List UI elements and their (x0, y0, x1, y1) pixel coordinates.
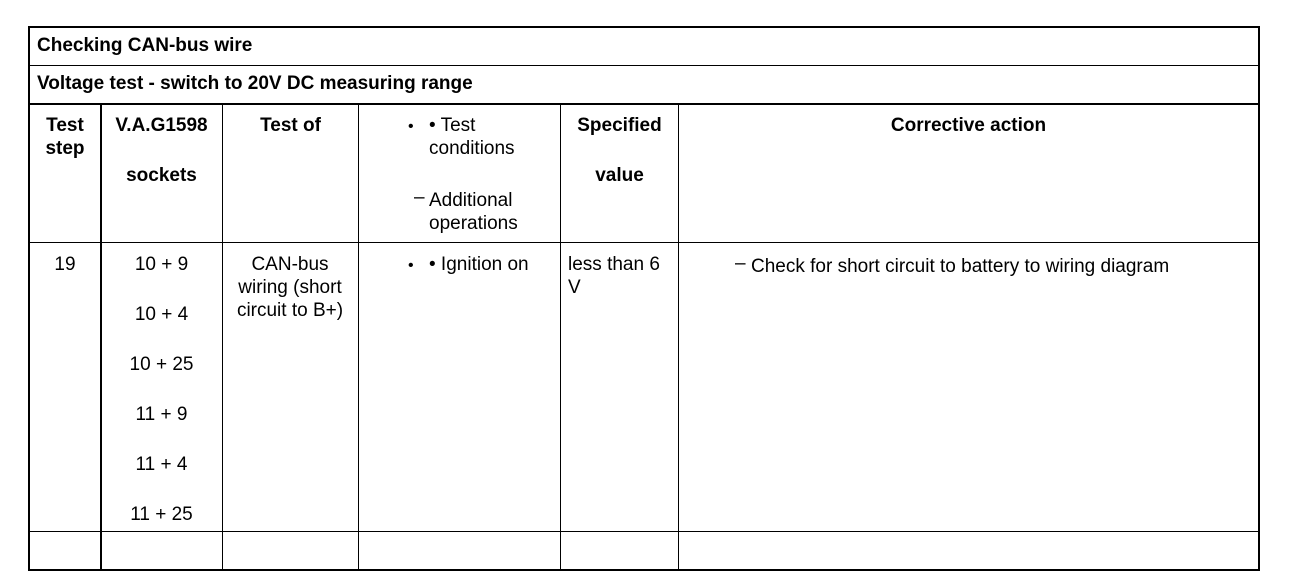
socket-pair: 11 + 4 (135, 454, 188, 475)
header-test-step-line1: Test (46, 115, 84, 136)
col-divider-3 (358, 105, 359, 569)
header-test-step-line2: step (45, 138, 85, 159)
header-specified (561, 114, 678, 187)
header-conditions: • Test conditions (429, 115, 515, 159)
checking-table (28, 26, 1260, 571)
header-operations-dash: – (414, 187, 425, 208)
row-condition: • Ignition on (429, 254, 529, 275)
col-divider-5 (678, 105, 679, 569)
header-specified-line2: value (595, 165, 644, 186)
header-operations: Additional operations (429, 190, 518, 234)
header-test-of: Test of (260, 115, 321, 136)
header-row-divider (30, 242, 1258, 243)
row-corrective-dash: – (735, 253, 746, 274)
row-condition-bullet: • (408, 257, 414, 274)
row-test-of: CAN-bus wiring (short circuit to B+) (236, 254, 344, 321)
col-divider-2 (222, 105, 223, 569)
header-test-step (30, 114, 100, 160)
row-specified: less than 6 V (568, 254, 660, 298)
header-specified-line1: Specified (577, 115, 662, 136)
socket-pair: 10 + 4 (134, 304, 189, 325)
row-step: 19 (54, 254, 76, 275)
table-title: Checking CAN-bus wire (30, 28, 1258, 66)
table-subtitle: Voltage test - switch to 20V DC measuring range (30, 66, 1258, 105)
socket-pair: 10 + 9 (134, 254, 189, 275)
header-conditions-bullet: • (408, 118, 414, 135)
socket-pair: 11 + 25 (130, 504, 193, 525)
header-sockets-line2: sockets (126, 165, 197, 186)
row-corrective: Check for short circuit to battery to wiring diagram (751, 256, 1170, 277)
socket-pair: 11 + 9 (135, 404, 188, 425)
row-sockets (101, 253, 222, 553)
header-corrective: Corrective action (890, 115, 1047, 136)
socket-pair: 10 + 25 (129, 354, 194, 375)
header-sockets-line1: V.A.G1598 (115, 115, 208, 136)
header-sockets (101, 114, 222, 187)
